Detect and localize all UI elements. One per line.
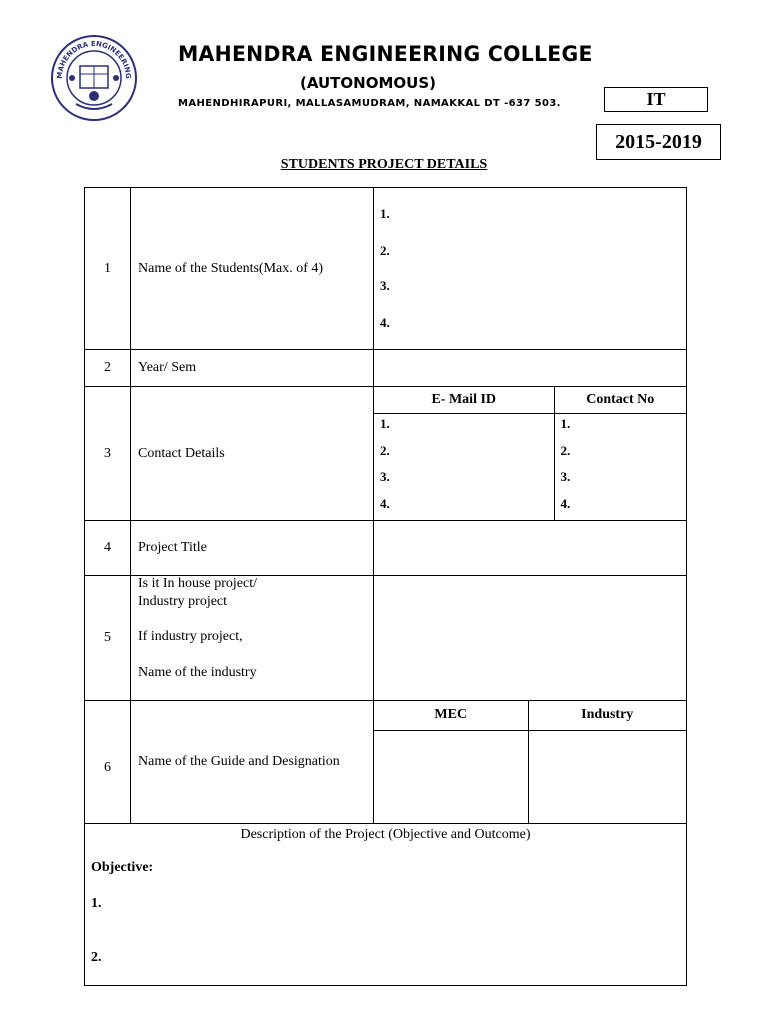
table-row-project-type — [85, 576, 687, 701]
batch-box: 2015-2019 — [596, 124, 721, 160]
contact-no-cell[interactable] — [554, 413, 686, 520]
industry-condition-line: If industry project, — [138, 629, 243, 644]
row-label-students: Name of the Students(Max. of 4) — [131, 188, 374, 350]
list-item: 2. — [380, 243, 390, 258]
mec-guide-cell[interactable] — [374, 730, 528, 823]
college-logo — [50, 34, 138, 122]
row-label-project-type — [131, 576, 374, 701]
project-details-table — [84, 187, 687, 986]
objective-label: Objective: — [91, 860, 154, 875]
email-header: E- Mail ID — [374, 387, 554, 413]
list-item: 1. — [560, 415, 571, 431]
list-item: 4. — [380, 495, 390, 511]
form-title-text: STUDENTS PROJECT DETAILS — [280, 157, 488, 172]
project-type-line: Is it In house project/ — [138, 576, 257, 591]
row-number: 6 — [85, 701, 131, 824]
list-item: 1. — [91, 896, 102, 911]
list-item: 3. — [560, 468, 571, 484]
college-address: MAHENDHIRAPURI, MALLASAMUDRAM, NAMAKKAL DT -637 503. — [178, 98, 561, 109]
logo-ring-text: MAHENDRA ENGINEERING — [55, 39, 133, 80]
row-label-project-title: Project Title — [131, 521, 374, 576]
list-item: 3. — [380, 278, 390, 293]
form-title — [0, 155, 768, 173]
project-type-cell[interactable] — [374, 576, 687, 701]
college-name: MAHENDRA ENGINEERING COLLEGE — [178, 42, 593, 66]
project-title-cell[interactable] — [374, 521, 687, 576]
list-item: 1. — [380, 415, 390, 431]
row-label-year-sem: Year/ Sem — [131, 350, 374, 387]
table-row-guide — [85, 701, 687, 824]
description-cell[interactable] — [85, 824, 687, 986]
row-label-guide: Name of the Guide and Designation — [131, 701, 374, 824]
department-box: IT — [604, 87, 708, 112]
list-item: 4. — [560, 495, 571, 511]
row-number: 1 — [85, 188, 131, 350]
list-item: 3. — [380, 468, 390, 484]
table-row-year — [85, 350, 687, 387]
year-sem-cell[interactable] — [374, 350, 687, 387]
description-title: Description of the Project (Objective and Outcome) — [240, 827, 531, 842]
project-type-line: Industry project — [138, 594, 228, 609]
table-row-students — [85, 188, 687, 350]
students-names-cell[interactable] — [374, 188, 687, 350]
row-number: 2 — [85, 350, 131, 387]
row-number: 3 — [85, 387, 131, 521]
list-item: 2. — [91, 950, 102, 965]
guide-cell — [374, 701, 687, 824]
contact-details-cell — [374, 387, 687, 521]
table-row-title — [85, 521, 687, 576]
row-label-contact: Contact Details — [131, 387, 374, 521]
email-cell[interactable] — [374, 413, 554, 520]
industry-guide-cell[interactable] — [528, 730, 686, 823]
industry-header: Industry — [528, 701, 686, 730]
table-row-description — [85, 824, 687, 986]
list-item: 1. — [380, 206, 390, 221]
industry-name-line: Name of the industry — [138, 665, 257, 680]
autonomous-label: (AUTONOMOUS) — [300, 74, 436, 92]
row-number: 4 — [85, 521, 131, 576]
list-item: 2. — [380, 442, 390, 458]
table-row-contact — [85, 387, 687, 521]
contact-no-header: Contact No — [554, 387, 686, 413]
list-item: 4. — [380, 315, 390, 330]
mec-header: MEC — [374, 701, 528, 730]
row-number: 5 — [85, 576, 131, 701]
list-item: 2. — [560, 442, 571, 458]
